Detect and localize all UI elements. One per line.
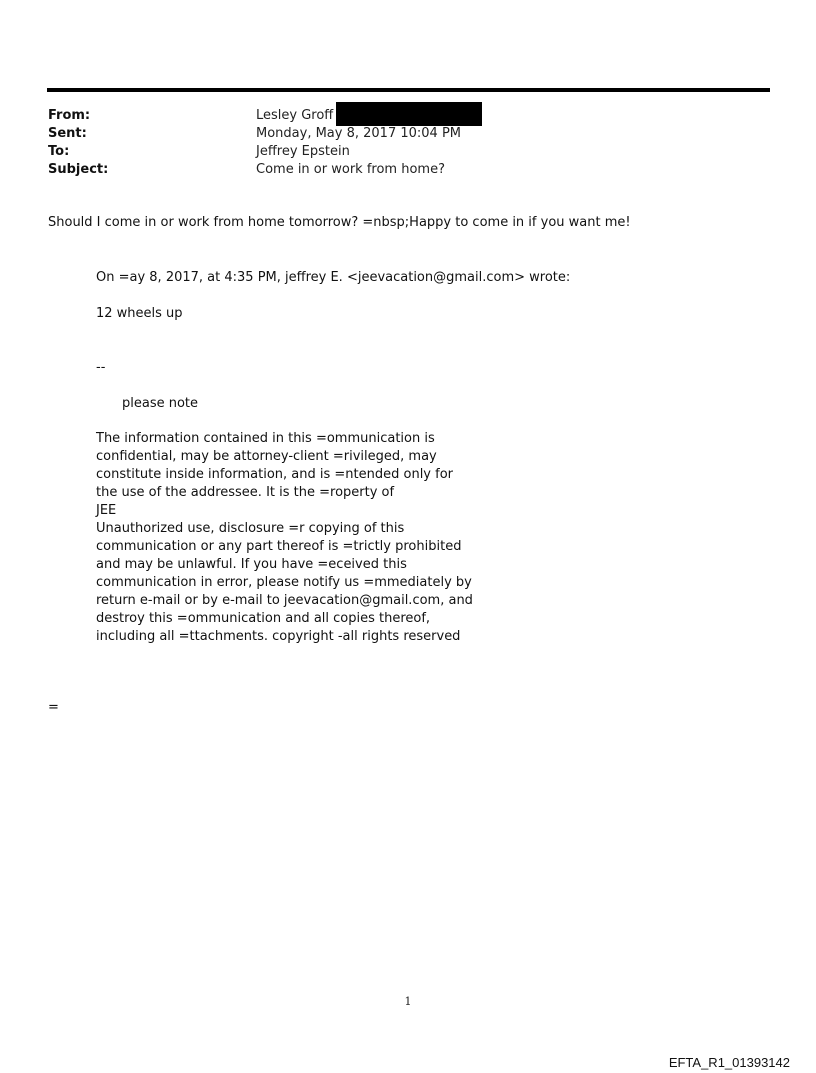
disclaimer-line: return e-mail or by e-mail to jeevacation@gmail.com, and xyxy=(96,593,473,608)
reply-text: Should I come in or work from home tomorrow? =nbsp;Happy to come in if you want me! xyxy=(48,215,631,230)
disclaimer-line: constitute inside information, and is =ntended only for xyxy=(96,467,454,482)
disclaimer-line: communication in error, please notify us =mmediately by xyxy=(96,575,472,590)
sent-value: Monday, May 8, 2017 10:04 PM xyxy=(256,126,461,141)
disclaimer-line: The information contained in this =ommunication is xyxy=(96,431,435,446)
disclaimer-line: the use of the addressee. It is the =roperty of xyxy=(96,485,395,500)
subject-value: Come in or work from home? xyxy=(256,162,445,177)
redaction-block xyxy=(336,102,482,126)
from-row xyxy=(48,107,768,125)
quote-header: On =ay 8, 2017, at 4:35 PM, jeffrey E. <jeevacation@gmail.com> wrote: xyxy=(96,270,571,285)
to-label: To: xyxy=(48,144,70,159)
disclaimer-line: communication or any part thereof is =trictly prohibited xyxy=(96,539,462,554)
disclaimer-line: destroy this =ommunication and all copies thereof, xyxy=(96,611,431,626)
disclaimer-line: Unauthorized use, disclosure =r copying of this xyxy=(96,521,405,536)
to-row xyxy=(48,143,768,161)
disclaimer-line: JEE xyxy=(96,503,117,518)
from-name: Lesley Groff xyxy=(256,108,334,123)
disclaimer-line: confidential, may be attorney-client =rivileged, may xyxy=(96,449,437,464)
from-label: From: xyxy=(48,108,91,123)
sent-label: Sent: xyxy=(48,126,87,141)
signature-separator: -- xyxy=(96,360,106,375)
email-header xyxy=(48,107,768,179)
please-note: please note xyxy=(122,396,199,411)
subject-row xyxy=(48,161,768,179)
bates-number: EFTA_R1_01393142 xyxy=(668,1055,790,1070)
from-value xyxy=(256,107,482,126)
subject-label: Subject: xyxy=(48,162,109,177)
sent-row xyxy=(48,125,768,143)
to-value: Jeffrey Epstein xyxy=(256,144,350,159)
trailer-text: = xyxy=(48,700,59,715)
quote-text: 12 wheels up xyxy=(96,306,183,321)
disclaimer-line: including all =ttachments. copyright -all rights reserved xyxy=(96,629,461,644)
header-rule xyxy=(47,88,770,92)
page-number: 1 xyxy=(404,995,412,1008)
disclaimer-line: and may be unlawful. If you have =eceived this xyxy=(96,557,407,572)
